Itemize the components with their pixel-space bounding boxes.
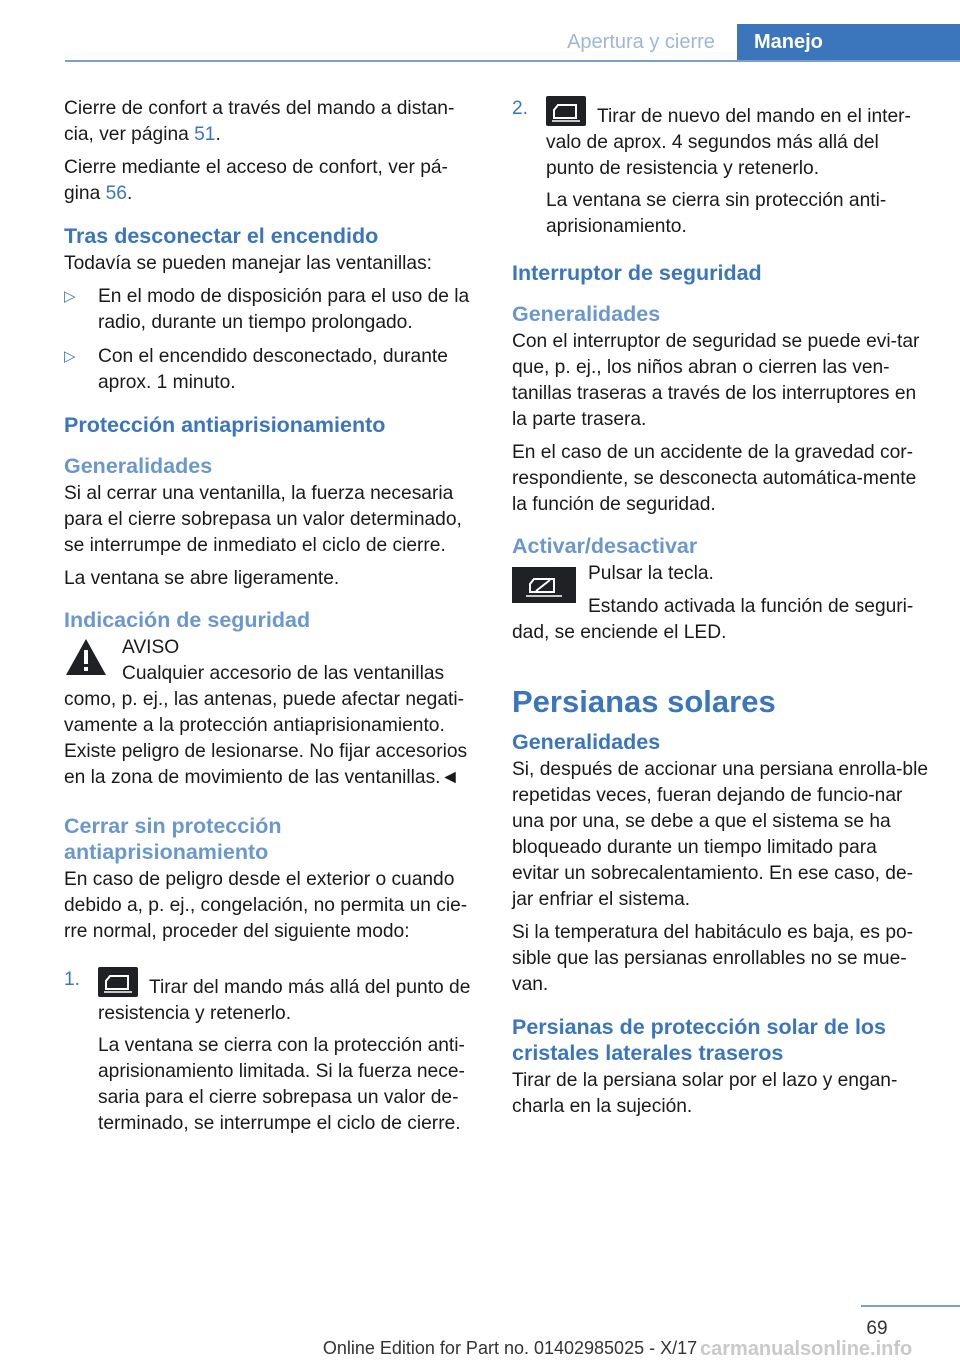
page-number: 69 (866, 1318, 888, 1339)
subheading-general: Generalidades (512, 302, 661, 326)
warning-title: AVISO (122, 637, 180, 658)
left-column (64, 96, 480, 1143)
subheading-safety-note: Indicación de seguridad (64, 608, 311, 632)
subheading-close-without-protection: Cerrar sin protección antiaprisionamiento (64, 814, 282, 864)
paragraph-comfort-access (64, 155, 480, 207)
heading-after-ignition-off: Tras desconectar el encendido (64, 224, 379, 248)
edition-note: Online Edition for Part no. 01402985025 - X/17 (322, 1338, 698, 1358)
step-item (512, 96, 928, 240)
list-item (64, 344, 480, 396)
paragraph-press-key: Pulsar la tecla. (588, 563, 714, 584)
step-text: Tirar de nuevo del mando en el inter-valo de aprox. 4 segundos más allá del punto de resistencia y retenerlo. (546, 106, 911, 179)
heading-pinch-protection: Protección antiaprisionamiento (64, 413, 386, 437)
page-link-56[interactable]: 56 (105, 183, 127, 204)
warning-text: Cualquier accesorio de las ventanillas como, p. ej., las antenas, puede afectar negati-vamente a la protección antiaprisionamiento. Existe peligro de lesionarse. No fijar accesorios en la zona de movimiento de las ventanillas.◄ (64, 663, 468, 788)
step-item (64, 967, 480, 1137)
paragraph-accident: En el caso de un accidente de la gravedad cor-respondiente, se desconecta automática-mente la función de seguridad. (512, 442, 917, 515)
window-switch-icon (98, 967, 138, 997)
right-column (512, 96, 928, 1127)
subheading-activate-deactivate: Activar/desactivar (512, 534, 698, 558)
step-number: 2. (512, 98, 529, 119)
warning-block (64, 635, 480, 791)
step-text: Tirar del mando más allá del punto de resistencia y retenerlo. (98, 977, 471, 1024)
step-result: La ventana se cierra con la protección anti-aprisionamiento limitada. Si la fuerza nece-saria para el cierre sobrepasa un valor de-terminado, se interrumpe el ciclo de cierre. (98, 1035, 465, 1134)
paragraph-pinch-general: Si al cerrar una ventanilla, la fuerza necesaria para el cierre sobrepasa un valor determinado, se interrumpe de inmediato el ciclo de cierre. (64, 483, 462, 556)
text: Cierre mediante el acceso de confort, ver pá-gina (64, 157, 448, 204)
list-item-text: Con el encendido desconectado, durante aprox. 1 minuto. (98, 346, 448, 393)
bullet-triangle-icon: ▷ (64, 288, 76, 305)
text: . (126, 183, 133, 204)
header-section-title: Apertura y cierre (567, 31, 715, 53)
watermark: carmanualsonline.info (700, 1338, 913, 1360)
paragraph-led: Estando activada la función de seguri-dad, se enciende el LED. (512, 596, 914, 643)
footer-rule (861, 1305, 960, 1307)
header-chapter-tab: Manejo (737, 24, 960, 62)
text: . (215, 124, 221, 145)
header-rule (65, 60, 960, 62)
paragraph-blinds-cold: Si la temperatura del habitáculo es baja, es po-sible que las persianas enrollables no se mue-van. (512, 922, 914, 995)
step-number: 1. (64, 969, 81, 990)
subheading-general: Generalidades (64, 454, 213, 478)
heading-sun-blinds: Persianas solares (512, 684, 776, 719)
step-result: La ventana se cierra sin protección anti-aprisionamiento. (546, 190, 887, 237)
key-block (512, 561, 928, 653)
heading-safety-switch: Interruptor de seguridad (512, 261, 762, 285)
warning-triangle-icon (64, 635, 108, 679)
heading-rear-side-blinds: Persianas de protección solar de los cristales laterales traseros (512, 1015, 887, 1065)
paragraph-comfort-remote (64, 96, 480, 148)
window-switch-icon (546, 96, 586, 126)
paragraph-danger: En caso de peligro desde el exterior o cuando debido a, p. ej., congelación, no permita un cie-rre normal, proceder del siguiente modo: (64, 869, 468, 942)
list-item-text: En el modo de disposición para el uso de la radio, durante un tiempo prolongado. (98, 286, 470, 333)
paragraph-safety-switch: Con el interruptor de seguridad se puede evi-tar que, p. ej., los niños abran o cierren las ven-tanillas traseras a través de los interruptores en la parte trasera. (512, 331, 920, 430)
list-item (64, 284, 480, 336)
paragraph-windows-operable: Todavía se pueden manejar las ventanillas: (64, 253, 432, 274)
heading-general: Generalidades (512, 730, 661, 754)
paragraph-window-opens: La ventana se abre ligeramente. (64, 568, 340, 589)
safety-switch-key-icon (512, 567, 576, 603)
paragraph-blinds-overheat: Si, después de accionar una persiana enrolla-ble repetidas veces, fueran dejando de funcio-nar una por una, se debe a que el sistema se ha bloqueado durante un tiempo limitado para evitar un sobrecalentamiento. En ese caso, de-jar enfriar el sistema. (512, 759, 928, 910)
text: Cierre de confort a través del mando a distan-cia, ver página (64, 98, 455, 145)
bullet-triangle-icon: ▷ (64, 348, 76, 365)
paragraph-pull-blind: Tirar de la persiana solar por el lazo y engan-charla en la sujeción. (512, 1070, 898, 1117)
page-link-51[interactable]: 51 (194, 124, 216, 145)
